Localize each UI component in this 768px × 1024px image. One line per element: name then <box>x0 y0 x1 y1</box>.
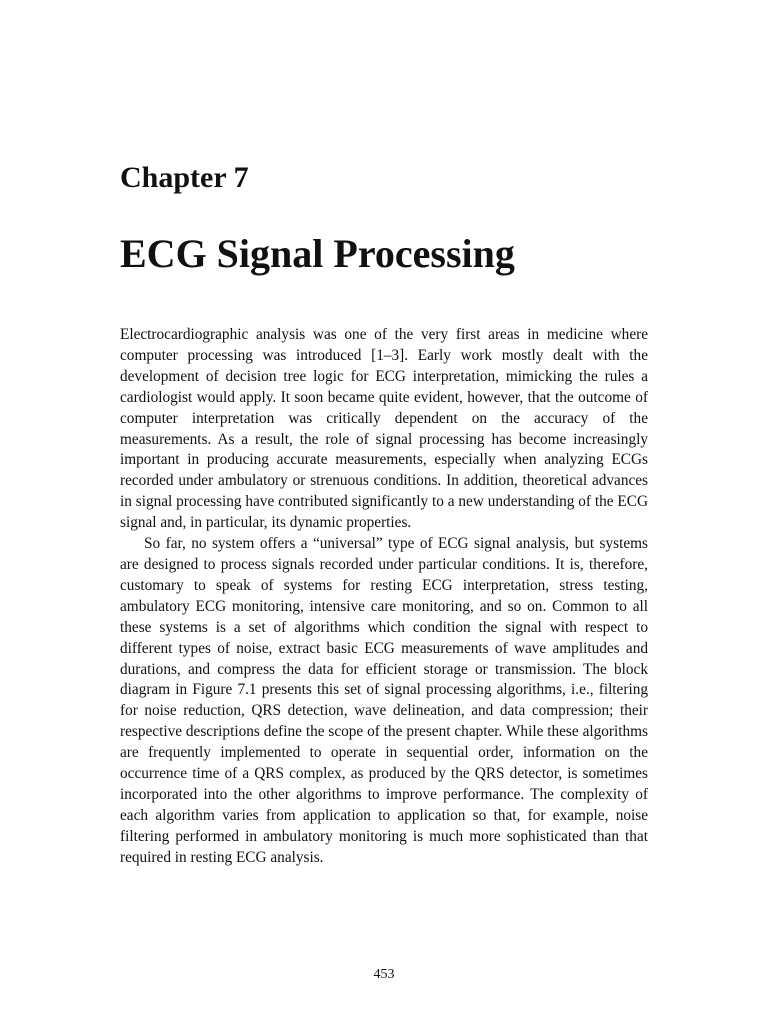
chapter-label: Chapter 7 <box>120 161 249 194</box>
chapter-title: ECG Signal Processing <box>120 231 515 276</box>
page-number: 453 <box>373 967 395 982</box>
chapter-body <box>120 325 648 869</box>
paragraph-1: Electrocardiographic analysis was one of the very first areas in medicine where computer processing was introduced [1–3]. Early work mostly dealt with the development of decision tree logic for ECG interpretation, mimicking the rules a cardiologist would apply. It soon became quite evident, however, that the outcome of computer interpretation was critically dependent on the accuracy of the measurements. As a result, the role of signal processing has become increasingly important in producing accurate measurements, especially when analyzing ECGs recorded under ambulatory or strenuous conditions. In addition, theoretical advances in signal processing have contributed significantly to a new understanding of the ECG signal and, in particular, its dynamic properties. <box>120 326 648 532</box>
paragraph-2: So far, no system offers a “universal” type of ECG signal analysis, but systems are designed to process signals recorded under particular conditions. It is, therefore, customary to speak of systems for resting ECG interpretation, stress testing, ambulatory ECG monitoring, intensive care monitoring, and so on. Common to all these systems is a set of algorithms which condition the signal with respect to different types of noise, extract basic ECG measurements of wave amplitudes and durations, and compress the data for efficient storage or transmission. The block diagram in Figure 7.1 presents this set of signal processing algorithms, i.e., filtering for noise reduction, QRS detection, wave delineation, and data compression; their respective descriptions define the scope of the present chapter. While these algorithms are frequently implemented to operate in sequential order, information on the occurrence time of a QRS complex, as produced by the QRS detector, is sometimes incorporated into the other algorithms to improve performance. The complexity of each algorithm varies from application to application so that, for example, noise filtering performed in ambulatory monitoring is much more sophisticated than that required in resting ECG analysis. <box>120 535 648 866</box>
